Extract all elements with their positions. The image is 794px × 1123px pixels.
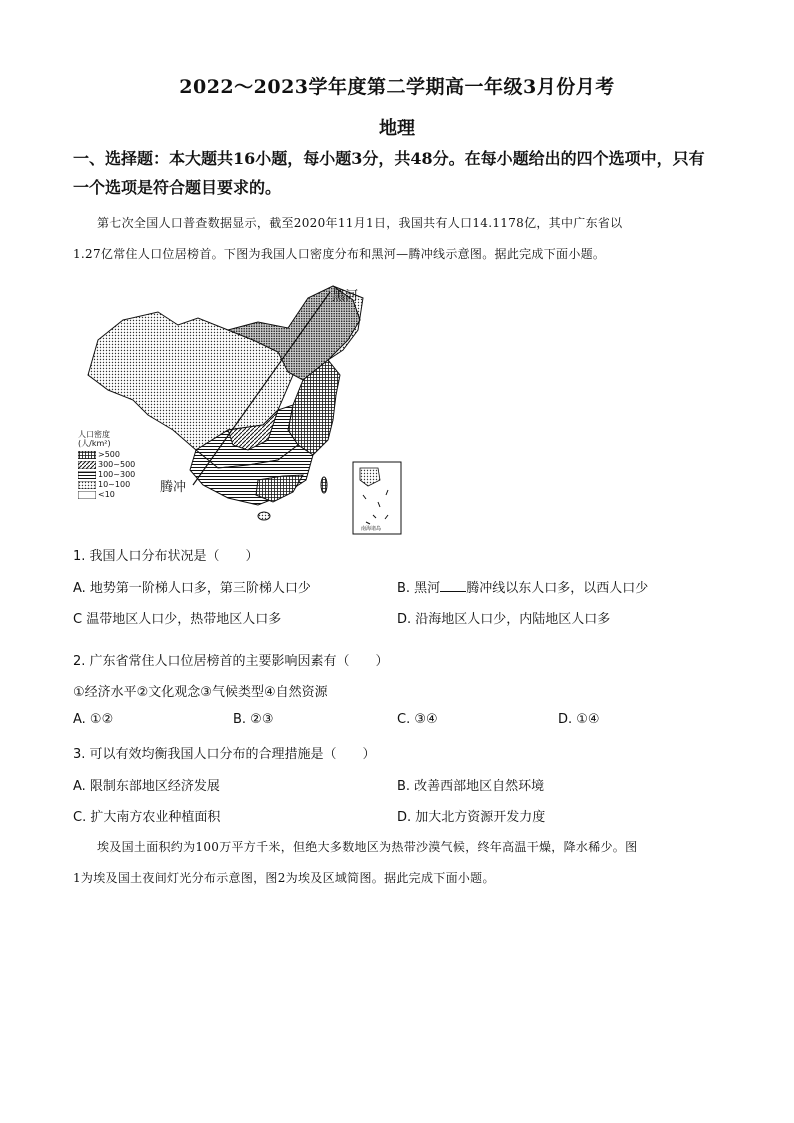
exam-title: 2022～2023学年度第二学期高一年级3月份月考: [179, 76, 615, 98]
q1-option-b-pre: B. 黑河: [397, 581, 441, 596]
q3-option-d[interactable]: D. 加大北方资源开发力度: [397, 810, 546, 825]
section-heading-line1: 一、选择题：本大题共16小题，每小题3分，共48分。在每小题给出的四个选项中，只有: [73, 149, 705, 168]
map-legend: [78, 430, 135, 499]
q1-option-b[interactable]: [397, 577, 648, 596]
q1-option-c[interactable]: C 温带地区人口少，热带地区人口多: [73, 612, 282, 627]
q2-option-d[interactable]: D. ①④: [558, 712, 600, 727]
label-heihe: 黑河: [332, 289, 359, 304]
map-taiwan: [321, 477, 327, 493]
passage-2-line1: 埃及国土面积约为100万平方千米，但绝大多数地区为热带沙漠气候，终年高温干燥，降水稀少。图: [97, 840, 638, 854]
legend-label: >500: [98, 450, 120, 459]
legend-unit: (人/km²): [78, 439, 111, 448]
q3-option-c[interactable]: C. 扩大南方农业种植面积: [73, 810, 221, 825]
legend-item: [78, 470, 135, 479]
legend-swatch-dot: [78, 481, 96, 489]
q3-option-a[interactable]: A. 限制东部地区经济发展: [73, 779, 220, 794]
q2-stem: 2. 广东省常住人口位居榜首的主要影响因素有（ ）: [73, 654, 389, 669]
q2-option-c[interactable]: C. ③④: [397, 712, 438, 727]
map-hainan: [258, 512, 270, 520]
china-population-map: [78, 280, 408, 536]
q1-option-b-post: 腾冲线以东人口多，以西人口少: [466, 581, 649, 596]
q1-stem: 1. 我国人口分布状况是（ ）: [73, 549, 259, 564]
q2-option-b[interactable]: B. ②③: [233, 712, 274, 727]
legend-label: 10~100: [98, 480, 131, 489]
map-region-guangdong: [256, 475, 303, 502]
q1-option-a[interactable]: A. 地势第一阶梯人口多，第三阶梯人口少: [73, 581, 311, 596]
inset-caption: 南海诸岛: [361, 526, 382, 532]
legend-swatch-horiz: [78, 471, 96, 479]
blank-line: [440, 579, 466, 592]
legend-label: 100~300: [98, 470, 136, 479]
section-heading-line2: 一个选项是符合题目要求的。: [73, 178, 282, 197]
legend-swatch-blank: [78, 491, 96, 499]
q3-option-b[interactable]: B. 改善西部地区自然环境: [397, 779, 545, 794]
q3-stem: 3. 可以有效均衡我国人口分布的合理措施是（ ）: [73, 747, 376, 762]
subject-title: 地理: [379, 118, 415, 139]
legend-item: [78, 480, 135, 489]
passage-2: [73, 832, 733, 894]
legend-label: 300~500: [98, 460, 136, 469]
legend-title: 人口密度: [78, 430, 110, 439]
section-heading: [73, 144, 733, 202]
q1-option-d[interactable]: D. 沿海地区人口少，内陆地区人口多: [397, 612, 611, 627]
legend-item: [78, 450, 135, 459]
q2-items: ①经济水平②文化观念③气候类型④自然资源: [73, 685, 328, 700]
legend-item: [78, 460, 135, 469]
label-tengchong: 腾冲: [160, 480, 187, 495]
passage-1-line1: 第七次全国人口普查数据显示，截至2020年11月1日，我国共有人口14.1178亿，其中广东省以: [97, 216, 623, 230]
legend-label: <10: [98, 490, 115, 499]
passage-2-line2: 1为埃及国土夜间灯光分布示意图，图2为埃及区域简图。据此完成下面小题。: [73, 871, 495, 885]
passage-1: [73, 208, 733, 270]
legend-swatch-grid: [78, 451, 96, 459]
legend-swatch-diag: [78, 461, 96, 469]
legend-item: [78, 490, 135, 499]
passage-1-line2: 1.27亿常住人口位居榜首。下图为我国人口密度分布和黑河—腾冲线示意图。据此完成下面小题。: [73, 247, 606, 261]
q2-option-a[interactable]: A. ①②: [73, 712, 114, 727]
